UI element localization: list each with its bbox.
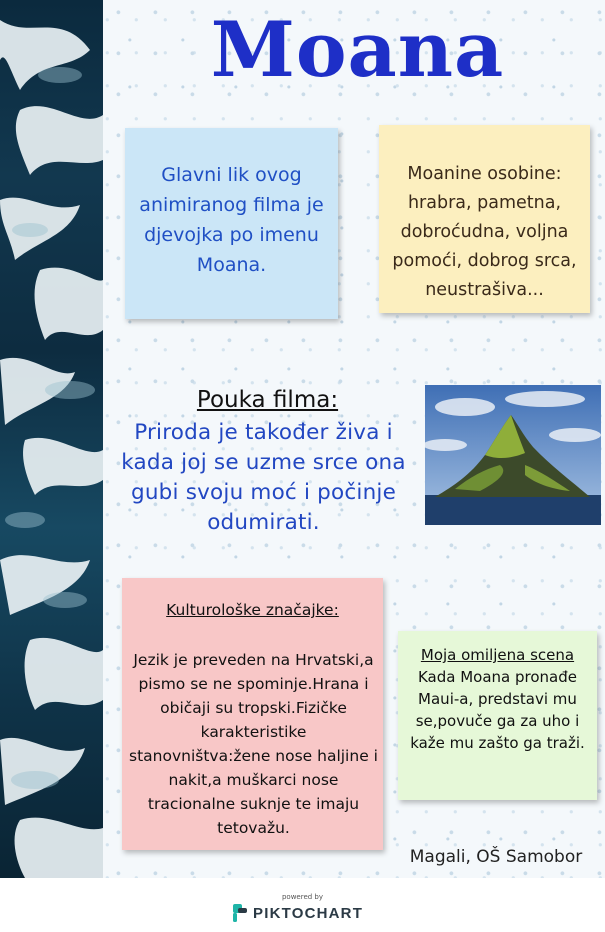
author-credit: Magali, OŠ Samobor xyxy=(409,847,583,867)
piktochart-brand-text: PIKTOCHART xyxy=(253,904,364,922)
piktochart-logo-icon xyxy=(233,904,247,922)
note-traits-text: Moanine osobine: hrabra, pametna, dobroćudna, voljna pomoći, dobrog srca, neustrašiva... xyxy=(392,164,577,300)
note-favorite-scene-heading: Moja omiljena scena xyxy=(420,646,575,664)
ocean-waves-image xyxy=(0,0,103,878)
note-favorite-scene-text: Kada Moana pronađe Maui-a, predstavi mu se,povuče ga za uho i kaže mu zašto ga traži. xyxy=(410,668,585,752)
island-image xyxy=(425,385,601,525)
note-cultural-text: Jezik je preveden na Hrvatski,a pismo se ne spominje.Hrana i običaji su tropski.Fizičke karakteristike stanovništva:žene nose haljine i nakit,a muškarci nose tracionalne suknje te imaju tetovažu. xyxy=(129,651,378,837)
poster-title: Moana xyxy=(210,5,505,94)
lesson-heading: Pouka filma: xyxy=(196,387,339,413)
piktochart-brand-link[interactable] xyxy=(233,902,363,924)
lesson-text: Priroda je također živa i kada joj se uzme srce ona gubi svoju moć i počinje odumirati. xyxy=(121,420,406,535)
note-cultural-heading: Kulturološke značajke: xyxy=(166,601,339,619)
powered-by-label: powered by xyxy=(281,893,324,901)
note-main-character-text: Glavni lik ovog animiranog filma je djevojka po imenu Moana. xyxy=(139,164,324,276)
